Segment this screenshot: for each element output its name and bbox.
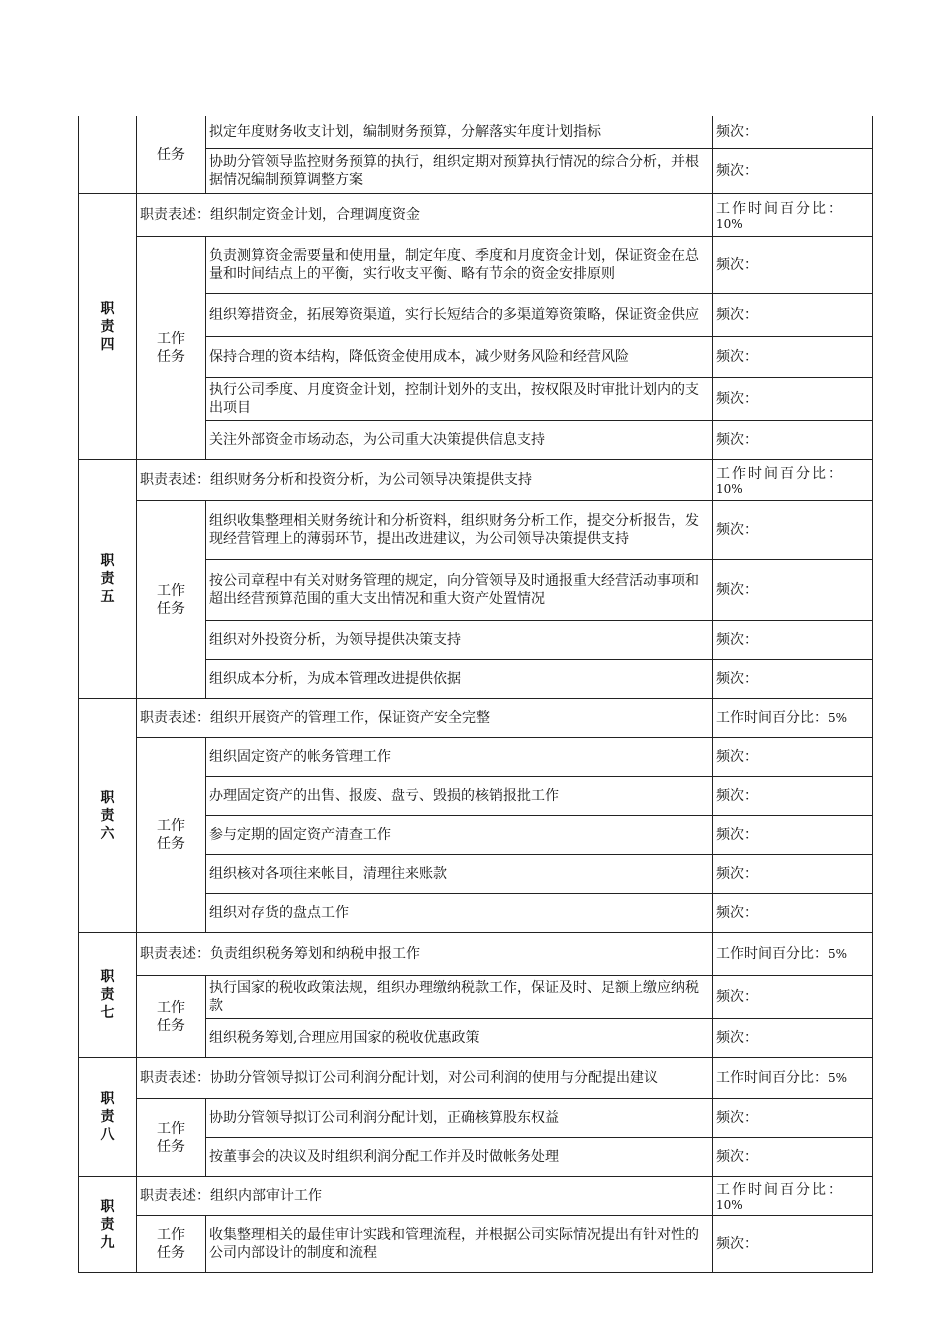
task-label-text: 工作任务 xyxy=(157,999,185,1034)
task-description: 按公司章程中有关对财务管理的规定，向分管领导及时通报重大经营活动事项和超出经营预算范围的重大支出情况和重大资产处置情况 xyxy=(206,560,713,621)
task-description: 办理固定资产的出售、报废、盘亏、毁损的核销报批工作 xyxy=(206,777,713,816)
duty-title-text: 职责七 xyxy=(100,969,115,1021)
task-label xyxy=(137,976,206,1058)
statement-prefix: 职责表述： xyxy=(140,1188,210,1204)
task-description: 组织对存货的盘点工作 xyxy=(206,894,713,933)
frequency-cell: 频次： xyxy=(713,1138,873,1177)
duty-statement xyxy=(137,933,713,976)
statement-text: 协助分管领导拟订公司利润分配计划，对公司利润的使用与分配提出建议 xyxy=(210,1070,658,1086)
duty-title-text: 职责四 xyxy=(100,300,115,353)
duty-statement xyxy=(137,1177,713,1216)
table-row xyxy=(79,738,873,777)
table-row xyxy=(79,116,873,149)
task-label-text: 工作任务 xyxy=(157,1227,185,1261)
duty-title xyxy=(79,194,137,460)
time-percent-label: 工作时间百分比： xyxy=(716,1181,844,1198)
duty-title xyxy=(79,699,137,933)
duty-title xyxy=(79,933,137,1058)
time-percent-value: 10% xyxy=(716,216,743,231)
task-label-text: 工作任务 xyxy=(157,331,185,365)
time-percent-cell xyxy=(713,1177,873,1216)
task-label-text: 工作任务 xyxy=(157,818,185,852)
time-percent-value: 5% xyxy=(828,711,848,725)
task-label xyxy=(137,1216,206,1273)
frequency-cell: 频次： xyxy=(713,855,873,894)
task-description: 协助分管领导监控财务预算的执行，组织定期对预算执行情况的综合分析，并根据情况编制预算调整方案 xyxy=(206,149,713,194)
duty-title xyxy=(79,1177,137,1273)
duty-table-body xyxy=(79,116,873,1273)
task-label xyxy=(137,501,206,699)
frequency-cell: 频次： xyxy=(713,237,873,294)
time-percent-label: 工作时间百分比： xyxy=(716,465,844,482)
statement-text: 组织内部审计工作 xyxy=(210,1188,322,1204)
statement-text: 组织财务分析和投资分析，为公司领导决策提供支持 xyxy=(210,472,532,488)
frequency-cell: 频次： xyxy=(713,1099,873,1138)
time-percent-cell xyxy=(713,460,873,501)
task-description: 参与定期的固定资产清查工作 xyxy=(206,816,713,855)
task-description: 负责测算资金需要量和使用量，制定年度、季度和月度资金计划，保证资金在总量和时间结点上的平衡，实行收支平衡、略有节余的资金安排原则 xyxy=(206,237,713,294)
time-percent-cell xyxy=(713,1058,873,1099)
task-description: 组织固定资产的帐务管理工作 xyxy=(206,738,713,777)
task-description: 保持合理的资本结构，降低资金使用成本，减少财务风险和经营风险 xyxy=(206,337,713,378)
task-description: 收集整理相关的最佳审计实践和管理流程，并根据公司实际情况提出有针对性的公司内部设计的制度和流程 xyxy=(206,1216,713,1273)
task-description: 拟定年度财务收支计划，编制财务预算，分解落实年度计划指标 xyxy=(206,116,713,149)
frequency-cell: 频次： xyxy=(713,660,873,699)
duty-title xyxy=(79,1058,137,1177)
time-percent-cell xyxy=(713,933,873,976)
table-row xyxy=(79,976,873,1019)
frequency-cell: 频次： xyxy=(713,738,873,777)
frequency-cell: 频次： xyxy=(713,894,873,933)
table-row xyxy=(79,501,873,560)
task-description: 执行公司季度、月度资金计划，控制计划外的支出，按权限及时审批计划内的支出项目 xyxy=(206,378,713,421)
frequency-cell: 频次： xyxy=(713,378,873,421)
frequency-cell: 频次： xyxy=(713,501,873,560)
duty-title-text: 职责八 xyxy=(100,1091,115,1143)
task-description: 协助分管领导拟订公司利润分配计划，正确核算股东权益 xyxy=(206,1099,713,1138)
statement-prefix: 职责表述： xyxy=(140,207,210,223)
frequency-cell: 频次： xyxy=(713,976,873,1019)
time-percent-cell xyxy=(713,699,873,738)
task-label xyxy=(137,1099,206,1177)
table-row xyxy=(79,237,873,294)
task-description: 组织税务筹划,合理应用国家的税收优惠政策 xyxy=(206,1019,713,1058)
duty-statement-row xyxy=(79,933,873,976)
duty-statement xyxy=(137,1058,713,1099)
duty-statement-row xyxy=(79,699,873,738)
task-description: 组织收集整理相关财务统计和分析资料，组织财务分析工作，提交分析报告，发现经营管理上的薄弱环节，提出改进建议，为公司领导决策提供支持 xyxy=(206,501,713,560)
frequency-cell: 频次： xyxy=(713,1216,873,1273)
task-description: 组织成本分析，为成本管理改进提供依据 xyxy=(206,660,713,699)
duty-title-text: 职责六 xyxy=(100,789,115,842)
frequency-cell: 频次： xyxy=(713,116,873,149)
frequency-cell: 频次： xyxy=(713,1019,873,1058)
duty-statement-row xyxy=(79,194,873,237)
task-label xyxy=(137,738,206,933)
duty-title-text: 职责五 xyxy=(100,553,115,605)
task-description: 关注外部资金市场动态，为公司重大决策提供信息支持 xyxy=(206,421,713,460)
time-percent-label: 工作时间百分比： xyxy=(716,946,828,962)
table-row xyxy=(79,1216,873,1273)
statement-prefix: 职责表述： xyxy=(140,710,210,726)
task-description: 组织对外投资分析，为领导提供决策支持 xyxy=(206,621,713,660)
duty-statement-row xyxy=(79,1177,873,1216)
statement-text: 组织制定资金计划，合理调度资金 xyxy=(210,207,420,223)
frequency-cell: 频次： xyxy=(713,421,873,460)
statement-text: 负责组织税务筹划和纳税申报工作 xyxy=(210,946,420,962)
duty-statement-row xyxy=(79,1058,873,1099)
statement-prefix: 职责表述： xyxy=(140,946,210,962)
frequency-cell: 频次： xyxy=(713,816,873,855)
task-description: 按董事会的决议及时组织利润分配工作并及时做帐务处理 xyxy=(206,1138,713,1177)
frequency-cell: 频次： xyxy=(713,777,873,816)
frequency-cell: 频次： xyxy=(713,560,873,621)
table-row xyxy=(79,1099,873,1138)
duty-title xyxy=(79,460,137,699)
task-label-text: 工作任务 xyxy=(157,1120,185,1155)
frequency-cell: 频次： xyxy=(713,337,873,378)
statement-text: 组织开展资产的管理工作，保证资产安全完整 xyxy=(210,710,490,726)
time-percent-value: 10% xyxy=(716,481,743,496)
frequency-cell: 频次： xyxy=(713,149,873,194)
section-label-cell xyxy=(79,116,137,194)
statement-prefix: 职责表述： xyxy=(140,1070,210,1086)
duty-title-text: 职责九 xyxy=(100,1198,115,1251)
task-label xyxy=(137,237,206,460)
task-description: 执行国家的税收政策法规，组织办理缴纳税款工作，保证及时、足额上缴应纳税款 xyxy=(206,976,713,1019)
time-percent-value: 5% xyxy=(828,1071,848,1085)
time-percent-value: 10% xyxy=(716,1197,743,1212)
task-label: 任务 xyxy=(137,116,206,194)
duty-statement xyxy=(137,460,713,501)
task-description: 组织核对各项往来帐目，清理往来账款 xyxy=(206,855,713,894)
frequency-cell: 频次： xyxy=(713,621,873,660)
duty-statement-row xyxy=(79,460,873,501)
time-percent-label: 工作时间百分比： xyxy=(716,1070,828,1086)
time-percent-label: 工作时间百分比： xyxy=(716,710,828,726)
duty-statement xyxy=(137,194,713,237)
statement-prefix: 职责表述： xyxy=(140,472,210,488)
duty-table xyxy=(78,116,873,1273)
duty-statement xyxy=(137,699,713,738)
time-percent-cell xyxy=(713,194,873,237)
frequency-cell: 频次： xyxy=(713,294,873,337)
time-percent-value: 5% xyxy=(828,947,848,961)
time-percent-label: 工作时间百分比： xyxy=(716,200,844,217)
task-description: 组织筹措资金，拓展筹资渠道，实行长短结合的多渠道筹资策略，保证资金供应 xyxy=(206,294,713,337)
task-label-text: 工作任务 xyxy=(157,582,185,617)
